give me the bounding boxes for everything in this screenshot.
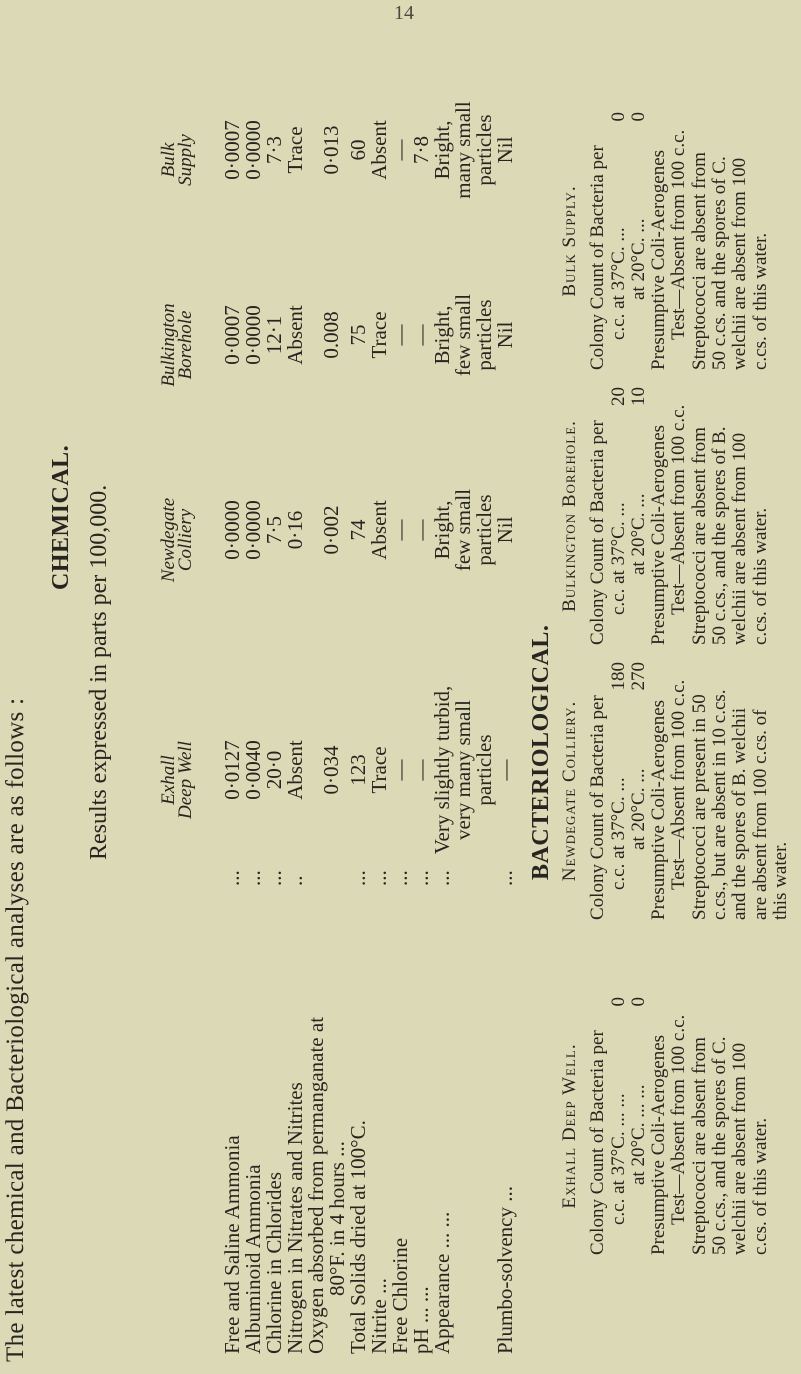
count-value: 0 xyxy=(627,112,649,122)
cell-line: 7·3 xyxy=(262,136,286,164)
note-line: are absent from 100 c.cs. of xyxy=(749,709,771,920)
note-line: welchii are absent from 100 xyxy=(729,432,751,645)
cell-exhall xyxy=(222,670,243,870)
row-label-line: Appearance ... ... xyxy=(430,1211,454,1354)
row-label-line: Oxygen absorbed from permanganate at xyxy=(304,1016,328,1354)
count-label: c.c. at 37°C. ... ... xyxy=(607,1093,629,1225)
cell-exhall xyxy=(432,670,495,870)
cell-line: — xyxy=(409,759,433,781)
count-label: at 20°C. ... xyxy=(627,218,649,300)
cell-line: 0·16 xyxy=(283,510,307,550)
note-line: 50 c.cs. and the spores of C. xyxy=(709,156,731,370)
leader-dots: ... xyxy=(493,870,517,886)
cell-line: particles xyxy=(472,734,496,806)
row-label-line: Nitrite ... xyxy=(367,1278,391,1354)
cell-line: — xyxy=(409,324,433,346)
cell-line: — xyxy=(388,519,412,541)
leader-dots: ... xyxy=(430,870,454,886)
presumptive-result: Test—Absent from 100 c.c. xyxy=(668,129,690,340)
table-row xyxy=(495,0,516,1374)
cell-newdegate xyxy=(432,430,495,630)
cell-line: Nil xyxy=(493,321,517,349)
cell-newdegate xyxy=(285,430,306,630)
row-label xyxy=(306,1017,348,1354)
cell-line: particles xyxy=(472,114,496,186)
row-label-line: Total Solids dried at 100°C. xyxy=(346,1120,370,1354)
cell-line: Very slightly turbid, xyxy=(430,685,454,855)
cell-bulk-supply xyxy=(243,50,264,250)
cell-bulk-supply xyxy=(495,50,516,250)
cell-bulkington xyxy=(264,235,285,435)
cell-line: 0·002 xyxy=(319,505,343,555)
note-line: Streptococci are absent from xyxy=(688,1037,710,1255)
note-line: 50 c.cs., and the spores of C. xyxy=(709,1036,731,1255)
table-row xyxy=(222,0,243,1374)
units-subheading: Results expressed in parts per 100,000. xyxy=(86,484,112,860)
cell-line: Nil xyxy=(493,516,517,544)
cell-bulkington xyxy=(390,235,411,435)
cell-exhall xyxy=(348,670,369,870)
cell-newdegate xyxy=(411,430,432,630)
presumptive-result: Test—Absent from 100 c.c. xyxy=(668,404,690,615)
colony-count-label: Colony Count of Bacteria per xyxy=(587,695,609,920)
row-label xyxy=(243,1164,264,1354)
section-title: Bulk Supply. xyxy=(559,185,580,297)
column-header-bulk-supply xyxy=(160,70,194,250)
count-label: at 20°C. ... ... xyxy=(627,1084,649,1185)
count-value: 0 xyxy=(607,112,629,122)
cell-bulk-supply xyxy=(321,50,342,250)
cell-line: Bright, xyxy=(430,500,454,560)
cell-line: — xyxy=(388,139,412,161)
cell-bulkington xyxy=(369,235,390,435)
cell-newdegate xyxy=(243,430,264,630)
bact-section-bulk-supply xyxy=(560,112,771,370)
note-line: c.cs., but are absent in 10 c.cs. xyxy=(709,689,731,920)
count-37c xyxy=(609,997,629,1255)
cell-line: — xyxy=(493,759,517,781)
colony-count-label: Colony Count of Bacteria per xyxy=(587,145,609,370)
bact-section-newdegate-colliery xyxy=(560,662,791,920)
cell-newdegate xyxy=(222,430,243,630)
row-label xyxy=(264,1172,285,1354)
count-37c xyxy=(609,662,629,920)
cell-newdegate xyxy=(495,430,516,630)
bacteriological-heading: BACTERIOLOGICAL. xyxy=(528,624,554,880)
column-header-line: Newdegate xyxy=(158,497,179,583)
column-header-line: Bulk xyxy=(158,142,179,178)
colony-count-label: Colony Count of Bacteria per xyxy=(587,420,609,645)
presumptive-test: Presumptive Coli-Aerogenes xyxy=(648,149,670,370)
note-line: Streptococci are present in 50 xyxy=(688,694,710,920)
cell-line: Trace xyxy=(367,746,391,794)
cell-line: very many small xyxy=(451,700,475,840)
table-row xyxy=(306,0,348,1374)
cell-bulkington xyxy=(321,235,342,435)
column-header-line: Borehole xyxy=(175,310,196,380)
chemical-results-table xyxy=(222,0,516,1374)
cell-exhall xyxy=(243,670,264,870)
note-line: c.cs. of this water. xyxy=(749,507,771,645)
cell-line: 0·0000 xyxy=(241,500,265,560)
note-line: Streptococci are absent from xyxy=(688,152,710,370)
chemical-heading: CHEMICAL. xyxy=(48,444,74,590)
cell-bulkington xyxy=(222,235,243,435)
leader-dots: ... xyxy=(262,870,286,886)
cell-line: 0·0007 xyxy=(220,305,244,365)
column-header-bulkington xyxy=(160,255,194,435)
row-label xyxy=(495,1186,516,1354)
column-header-exhall xyxy=(160,690,194,870)
table-row xyxy=(285,0,306,1374)
row-label xyxy=(222,1135,243,1354)
row-label xyxy=(432,1212,453,1354)
row-label-line: Albuminoid Ammonia xyxy=(241,1164,265,1354)
cell-line: particles xyxy=(472,494,496,566)
cell-line: 0·0040 xyxy=(241,740,265,800)
count-value: 0 xyxy=(607,997,629,1007)
cell-line: 74 xyxy=(346,519,370,541)
table-row xyxy=(243,0,264,1374)
cell-bulkington xyxy=(285,235,306,435)
column-header-line: Deep Well xyxy=(175,741,196,819)
cell-line: Absent xyxy=(367,120,391,180)
leader-dots: ... xyxy=(241,870,265,886)
cell-line: 0·0000 xyxy=(241,305,265,365)
cell-line: 7·8 xyxy=(409,136,433,164)
count-label: c.c. at 37°C. ... xyxy=(607,502,629,615)
count-label: c.c. at 37°C. ... xyxy=(607,227,629,340)
cell-bulk-supply xyxy=(285,50,306,250)
cell-line: 0·0000 xyxy=(220,500,244,560)
cell-bulkington xyxy=(432,235,495,435)
column-header-line: Bulkington xyxy=(158,303,179,387)
cell-bulk-supply xyxy=(411,50,432,250)
cell-line: Absent xyxy=(367,500,391,560)
note-line: c.cs. of this water. xyxy=(749,1117,771,1255)
note-line: and the spores of B. welchii xyxy=(729,707,751,920)
presumptive-result: Test—Absent from 100 c.c. xyxy=(668,679,690,890)
cell-line: Trace xyxy=(367,311,391,359)
note-line: this water. xyxy=(769,841,791,920)
table-row xyxy=(264,0,285,1374)
cell-newdegate xyxy=(321,430,342,630)
count-37c xyxy=(609,387,629,645)
intro-text: The latest chemical and Bacteriological analyses are as follows : xyxy=(2,697,29,1362)
row-label xyxy=(369,1278,390,1354)
cell-exhall xyxy=(264,670,285,870)
cell-newdegate xyxy=(348,430,369,630)
cell-line: particles xyxy=(472,299,496,371)
count-value: 270 xyxy=(627,662,649,691)
count-label: at 20°C. ... xyxy=(627,493,649,575)
count-20c xyxy=(629,387,649,645)
section-title: Exhall Deep Well. xyxy=(559,1043,580,1209)
cell-line: — xyxy=(388,324,412,346)
leader-dots: ... xyxy=(220,870,244,886)
cell-line: Absent xyxy=(283,740,307,800)
note-line: Streptococci are absent from xyxy=(688,427,710,645)
cell-line: 0.008 xyxy=(319,311,343,359)
table-row xyxy=(432,0,495,1374)
presumptive-test: Presumptive Coli-Aerogenes xyxy=(648,1034,670,1255)
row-label xyxy=(411,1286,432,1354)
cell-bulkington xyxy=(243,235,264,435)
row-label-line: 80°F. in 4 hours ... xyxy=(325,1141,349,1296)
cell-newdegate xyxy=(390,430,411,630)
note-line: welchii are absent from 100 xyxy=(729,1042,751,1255)
page-number: 14 xyxy=(394,2,414,24)
leader-dots: ... xyxy=(388,870,412,886)
column-header-newdegate xyxy=(160,450,194,630)
column-header-line: Exhall xyxy=(158,755,179,805)
cell-line: 0·034 xyxy=(319,745,343,795)
cell-line: Trace xyxy=(283,126,307,174)
count-20c xyxy=(629,997,649,1255)
count-20c xyxy=(629,662,649,920)
cell-bulk-supply xyxy=(432,50,495,250)
cell-bulkington xyxy=(495,235,516,435)
note-line: c.cs. of this water. xyxy=(749,232,771,370)
presumptive-result: Test—Absent from 100 c.c. xyxy=(668,1014,690,1225)
cell-line: Nil xyxy=(493,136,517,164)
cell-bulk-supply xyxy=(348,50,369,250)
cell-bulk-supply xyxy=(390,50,411,250)
count-label: c.c. at 37°C. ... xyxy=(607,777,629,890)
cell-line: few small xyxy=(451,488,475,572)
row-label-line: Chlorine in Chlorides xyxy=(262,1172,286,1354)
leader-dots: ... xyxy=(409,870,433,886)
cell-line: Bright, xyxy=(430,305,454,365)
cell-exhall xyxy=(495,670,516,870)
bact-section-bulkington-borehole xyxy=(560,387,771,645)
count-label: at 20°C. ... xyxy=(627,768,649,850)
section-title: Bulkington Borehole. xyxy=(559,420,580,612)
table-row xyxy=(348,0,369,1374)
row-label xyxy=(348,1120,369,1354)
leader-dots: .. xyxy=(283,875,307,886)
section-title: Newdegate Colliery. xyxy=(559,700,580,882)
table-row xyxy=(411,0,432,1374)
cell-line: — xyxy=(388,759,412,781)
row-label-line: Free Chlorine xyxy=(388,1237,412,1354)
cell-exhall xyxy=(369,670,390,870)
cell-line: 20·0 xyxy=(262,750,286,790)
count-37c xyxy=(609,112,629,370)
cell-line: 75 xyxy=(346,324,370,346)
cell-line: 12·1 xyxy=(262,315,286,355)
cell-line: 123 xyxy=(346,754,370,786)
column-header-line: Supply xyxy=(175,134,196,186)
cell-newdegate xyxy=(369,430,390,630)
cell-line: 0·0127 xyxy=(220,740,244,800)
cell-bulk-supply xyxy=(222,50,243,250)
note-line: welchii are absent from 100 xyxy=(729,157,751,370)
count-value: 0 xyxy=(627,997,649,1007)
row-label-line: Plumbo-solvency ... xyxy=(493,1186,517,1354)
row-label-line: pH ... ... xyxy=(409,1286,433,1354)
cell-bulk-supply xyxy=(264,50,285,250)
cell-line: 0·0007 xyxy=(220,120,244,180)
count-value: 20 xyxy=(607,387,629,406)
bact-section-exhall-deep-well xyxy=(560,997,771,1255)
count-value: 180 xyxy=(607,662,629,691)
cell-exhall xyxy=(285,670,306,870)
cell-line: Absent xyxy=(283,305,307,365)
note-line: 50 c.cs., and the spores of B. xyxy=(709,426,731,645)
row-label-line: Nitrogen in Nitrates and Nitrites xyxy=(283,1082,307,1354)
leader-dots: ... xyxy=(367,870,391,886)
cell-line: 7·5 xyxy=(262,516,286,544)
cell-exhall xyxy=(390,670,411,870)
colony-count-label: Colony Count of Bacteria per xyxy=(587,1030,609,1255)
cell-bulk-supply xyxy=(369,50,390,250)
cell-line: 60 xyxy=(346,139,370,161)
count-value: 10 xyxy=(627,387,649,406)
row-label xyxy=(285,1082,306,1354)
cell-line: 0·013 xyxy=(319,125,343,175)
cell-line: — xyxy=(409,519,433,541)
presumptive-test: Presumptive Coli-Aerogenes xyxy=(648,699,670,920)
cell-newdegate xyxy=(264,430,285,630)
row-label xyxy=(390,1238,411,1354)
count-20c xyxy=(629,112,649,370)
cell-bulkington xyxy=(348,235,369,435)
column-header-line: Colliery xyxy=(175,508,196,572)
cell-bulkington xyxy=(411,235,432,435)
cell-exhall xyxy=(411,670,432,870)
row-label-line: Free and Saline Ammonia xyxy=(220,1135,244,1354)
leader-dots: ... xyxy=(346,870,370,886)
presumptive-test: Presumptive Coli-Aerogenes xyxy=(648,424,670,645)
table-row xyxy=(390,0,411,1374)
cell-line: Bright, xyxy=(430,120,454,180)
cell-line: 0·0000 xyxy=(241,120,265,180)
cell-line: many small xyxy=(451,101,475,199)
cell-exhall xyxy=(321,670,342,870)
cell-line: few small xyxy=(451,293,475,377)
table-row xyxy=(369,0,390,1374)
